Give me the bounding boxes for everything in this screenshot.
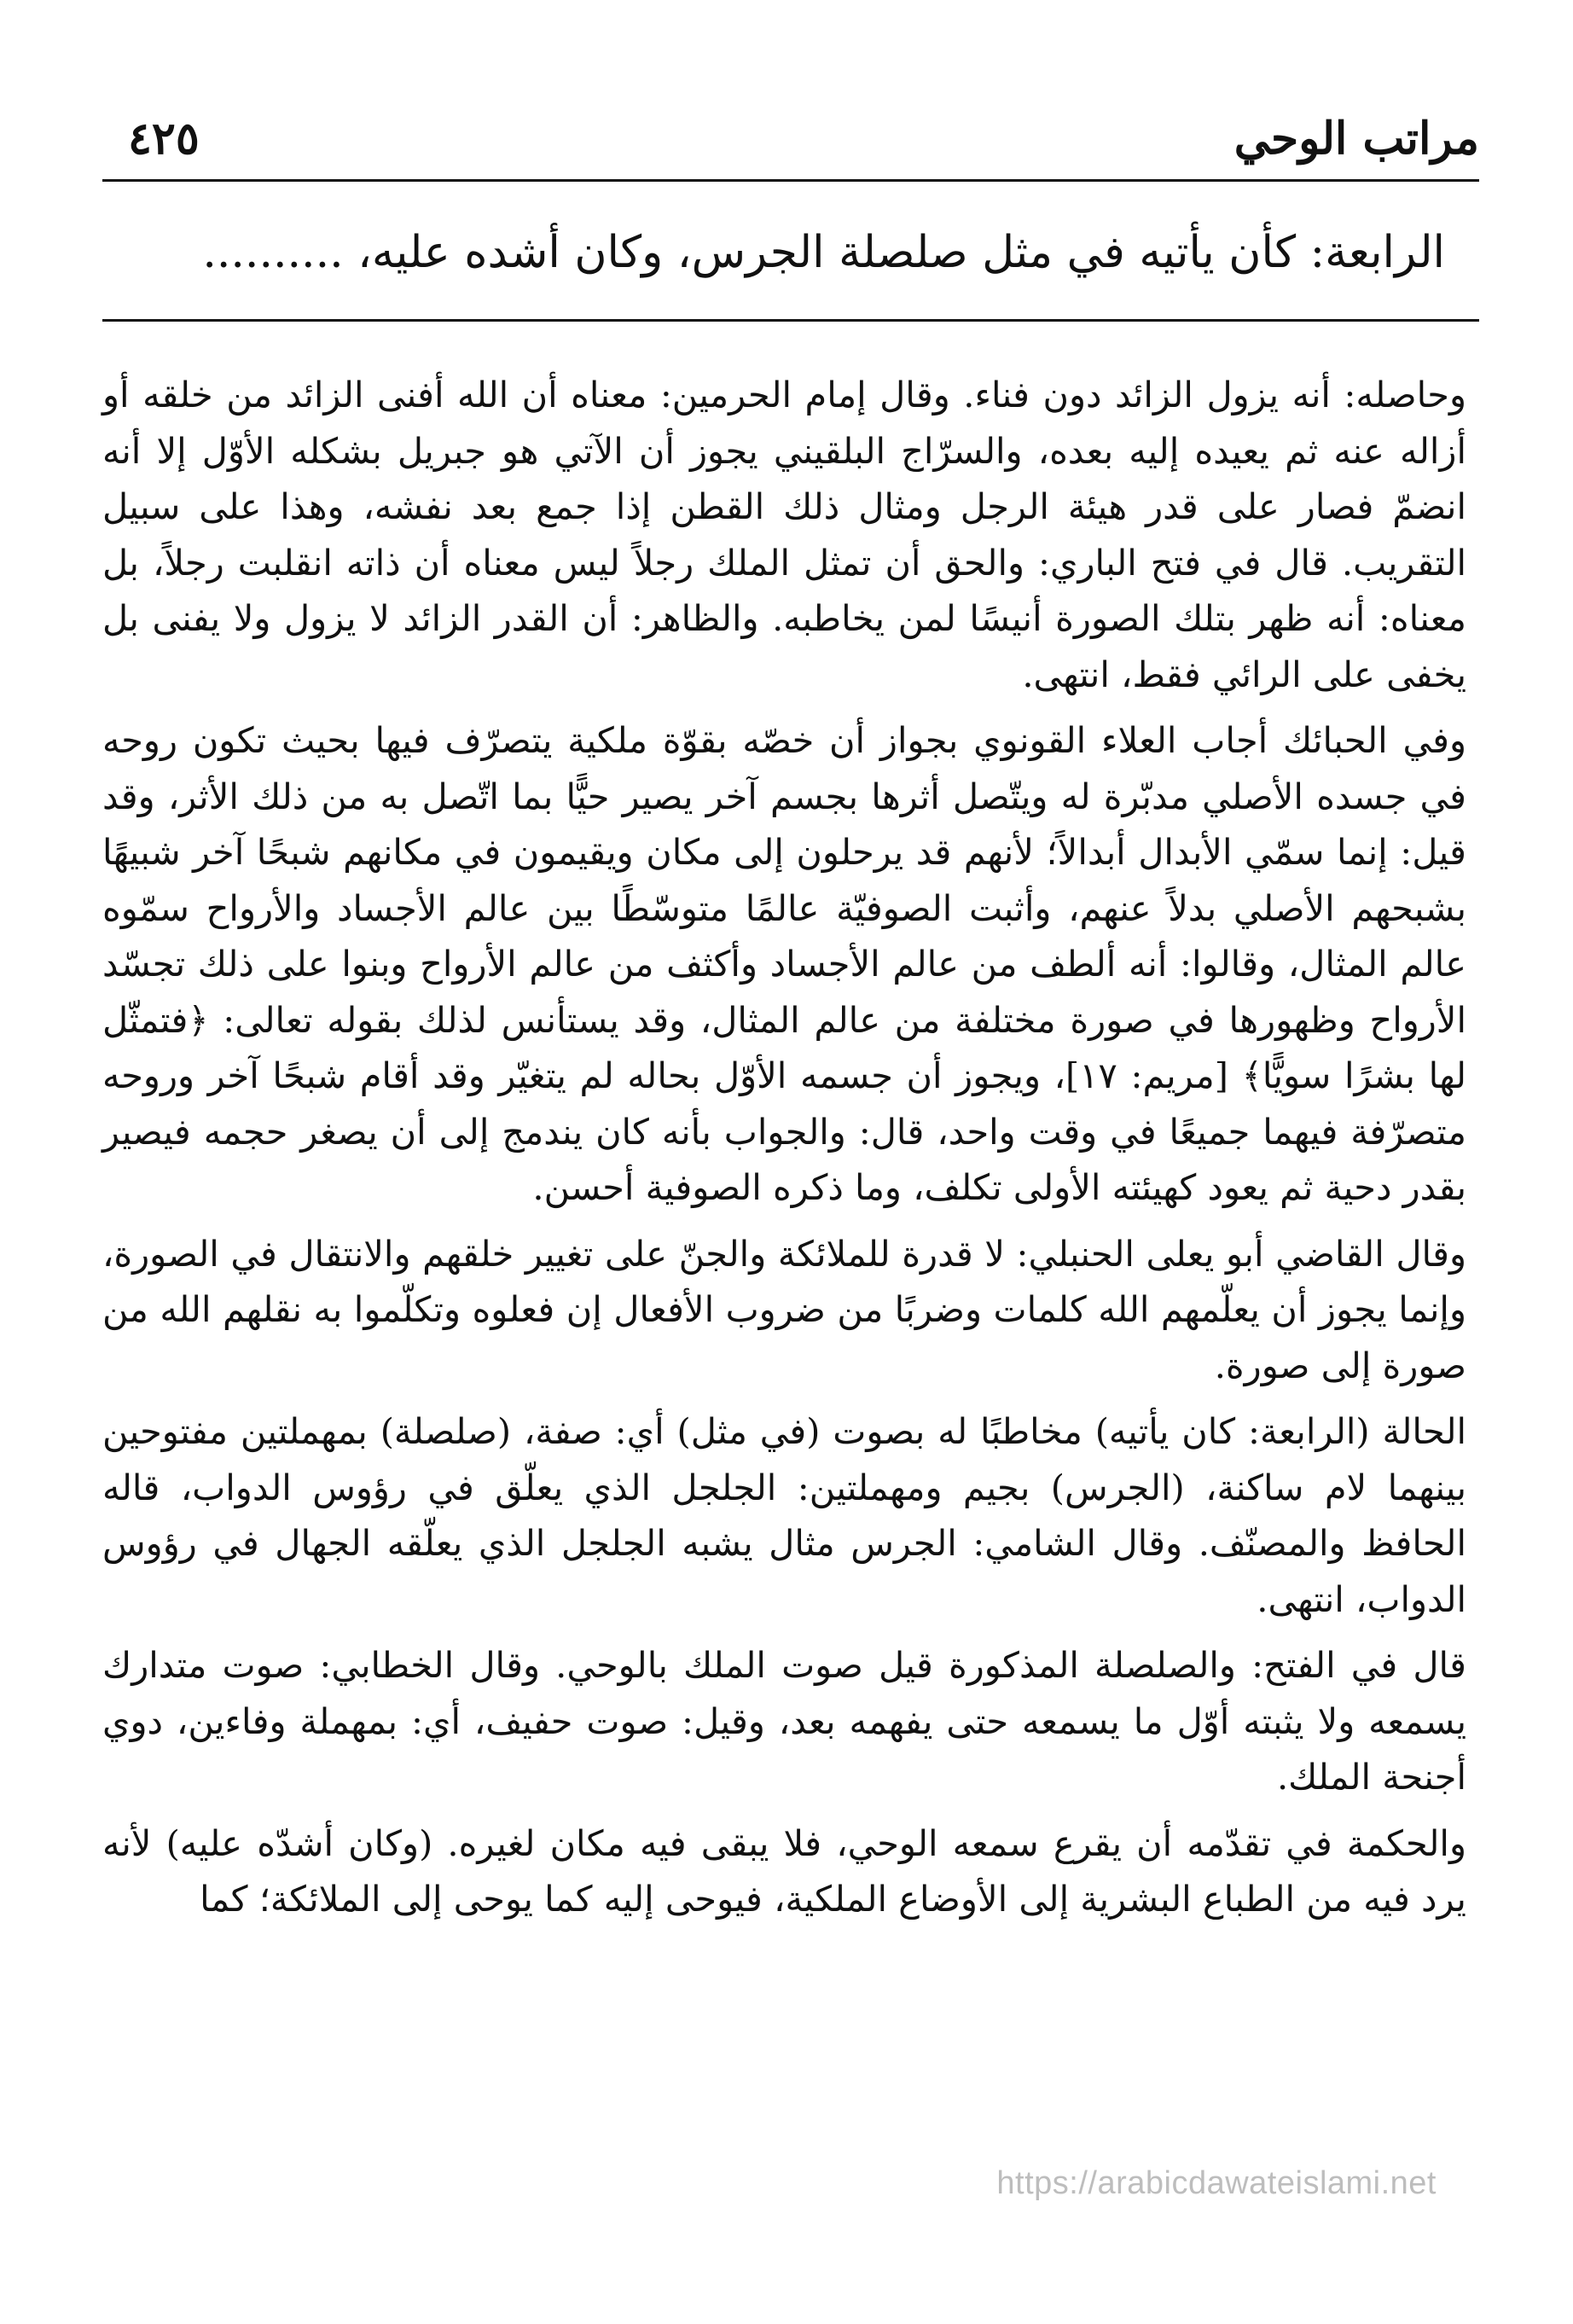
header-rule [102, 179, 1479, 182]
page-number: ٤٢٥ [128, 113, 200, 165]
paragraph: وقال القاضي أبو يعلى الحنبلي: لا قدرة للملائكة والجنّ على تغيير خلقهم والانتقال في الصورة، وإنما يجوز أن يعلّمهم الله كلمات وضربًا من ضروب الأفعال إن فعلوه وتكلّموا به نقلهم الله من صورة إلى صورة. [102, 1232, 1466, 1386]
matn-rule [102, 319, 1479, 322]
paragraph: وفي الحبائك أجاب العلاء القونوي بجواز أن خصّه بقوّة ملكية يتصرّف فيها بحيث تكون روحه في جسده الأصلي مدبّرة له ويتّصل أثرها بجسم آخر يصير حيًّا بما اتّصل به من ذلك الأثر، وقد قيل: إنما سمّي الأبدال أبدالاً؛ لأنهم قد يرحلون إلى مكان ويقيمون في مكانهم شبحًا آخر شبيهًا بشبحهم الأصلي بدلاً عنهم، وأثبت الصوفيّة عالمًا متوسّطًا بين عالم الأجساد والأرواح سمّوه عالم المثال، وقالوا: أنه ألطف من عالم الأجساد وأكثف من عالم الأرواح وبنوا على ذلك تجسّد الأرواح وظهورها في صورة مختلفة من عالم المثال، وقد يستأنس لذلك بقوله تعالى: ﴿فتمثّل لها بشرًا سويًّا﴾ [مريم: ١٧]، ويجوز أن جسمه الأوّل بحاله لم يتغيّر وقد أقام شبحًا آخر وروحه متصرّفة فيهما جميعًا في وقت واحد، قال: والجواب بأنه كان يندمج إلى أن يصغر حجمه فيصير بقدر دحية ثم يعود كهيئته الأولى تكلف، وما ذكره الصوفية أحسن. [102, 719, 1467, 1208]
matn-text: الرابعة: كأن يأتيه في مثل صلصلة الجرس، وكان أشده عليه، .......... [202, 227, 1445, 278]
paragraph: والحكمة في تقدّمه أن يقرع سمعه الوحي، فلا يبقى فيه مكان لغيره. (وكان أشدّه عليه) لأنه يرد فيه من الطباع البشرية إلى الأوضاع الملكية، فيوحى إليه كما يوحى إلى الملائكة؛ كما [102, 1821, 1466, 1920]
chapter-title: مراتب الوحي [1233, 113, 1479, 165]
watermark-url: https://arabicdawateislami.net [996, 2165, 1437, 2201]
paragraph: قال في الفتح: والصلصلة المذكورة قيل صوت الملك بالوحي. وقال الخطابي: صوت متدارك يسمعه ولا يثبته أوّل ما يسمعه حتى يفهمه بعد، وقيل: صوت حفيف، أي: بمهملة وفاءين، دوي أجنحة الملك. [102, 1644, 1466, 1798]
commentary-body [102, 367, 1466, 1927]
running-header [102, 101, 1479, 179]
paragraph: الحالة (الرابعة: كان يأتيه) مخاطبًا له بصوت (في مثل) أي: صفة، (صلصلة) بمهملتين مفتوحين بينهما لام ساكنة، (الجرس) بجيم ومهملتين: الجلجل الذي يعلّق في رؤوس الدواب، قاله الحافظ والمصنّف. وقال الشامي: الجرس مثال يشبه الجلجل الذي يعلّقه الجهال في رؤوس الدواب، انتهى. [102, 1410, 1466, 1620]
paragraph: وحاصله: أنه يزول الزائد دون فناء. وقال إمام الحرمين: معناه أن الله أفنى الزائد من خلقه أو أزاله عنه ثم يعيده إليه بعده، والسرّاج البلقيني يجوز أن الآتي هو جبريل بشكله الأوّل إلا أنه انضمّ فصار على قدر هيئة الرجل ومثال ذلك القطن إذا جمع بعد نفشه، وهذا على سبيل التقريب. قال في فتح الباري: والحق أن تمثل الملك رجلاً ليس معناه أن ذاته انقلبت رجلاً، بل معناه: أنه ظهر بتلك الصورة أنيسًا لمن يخاطبه. والظاهر: أن القدر الزائد لا يزول ولا يفنى بل يخفى على الرائي فقط، انتهى. [102, 374, 1466, 695]
